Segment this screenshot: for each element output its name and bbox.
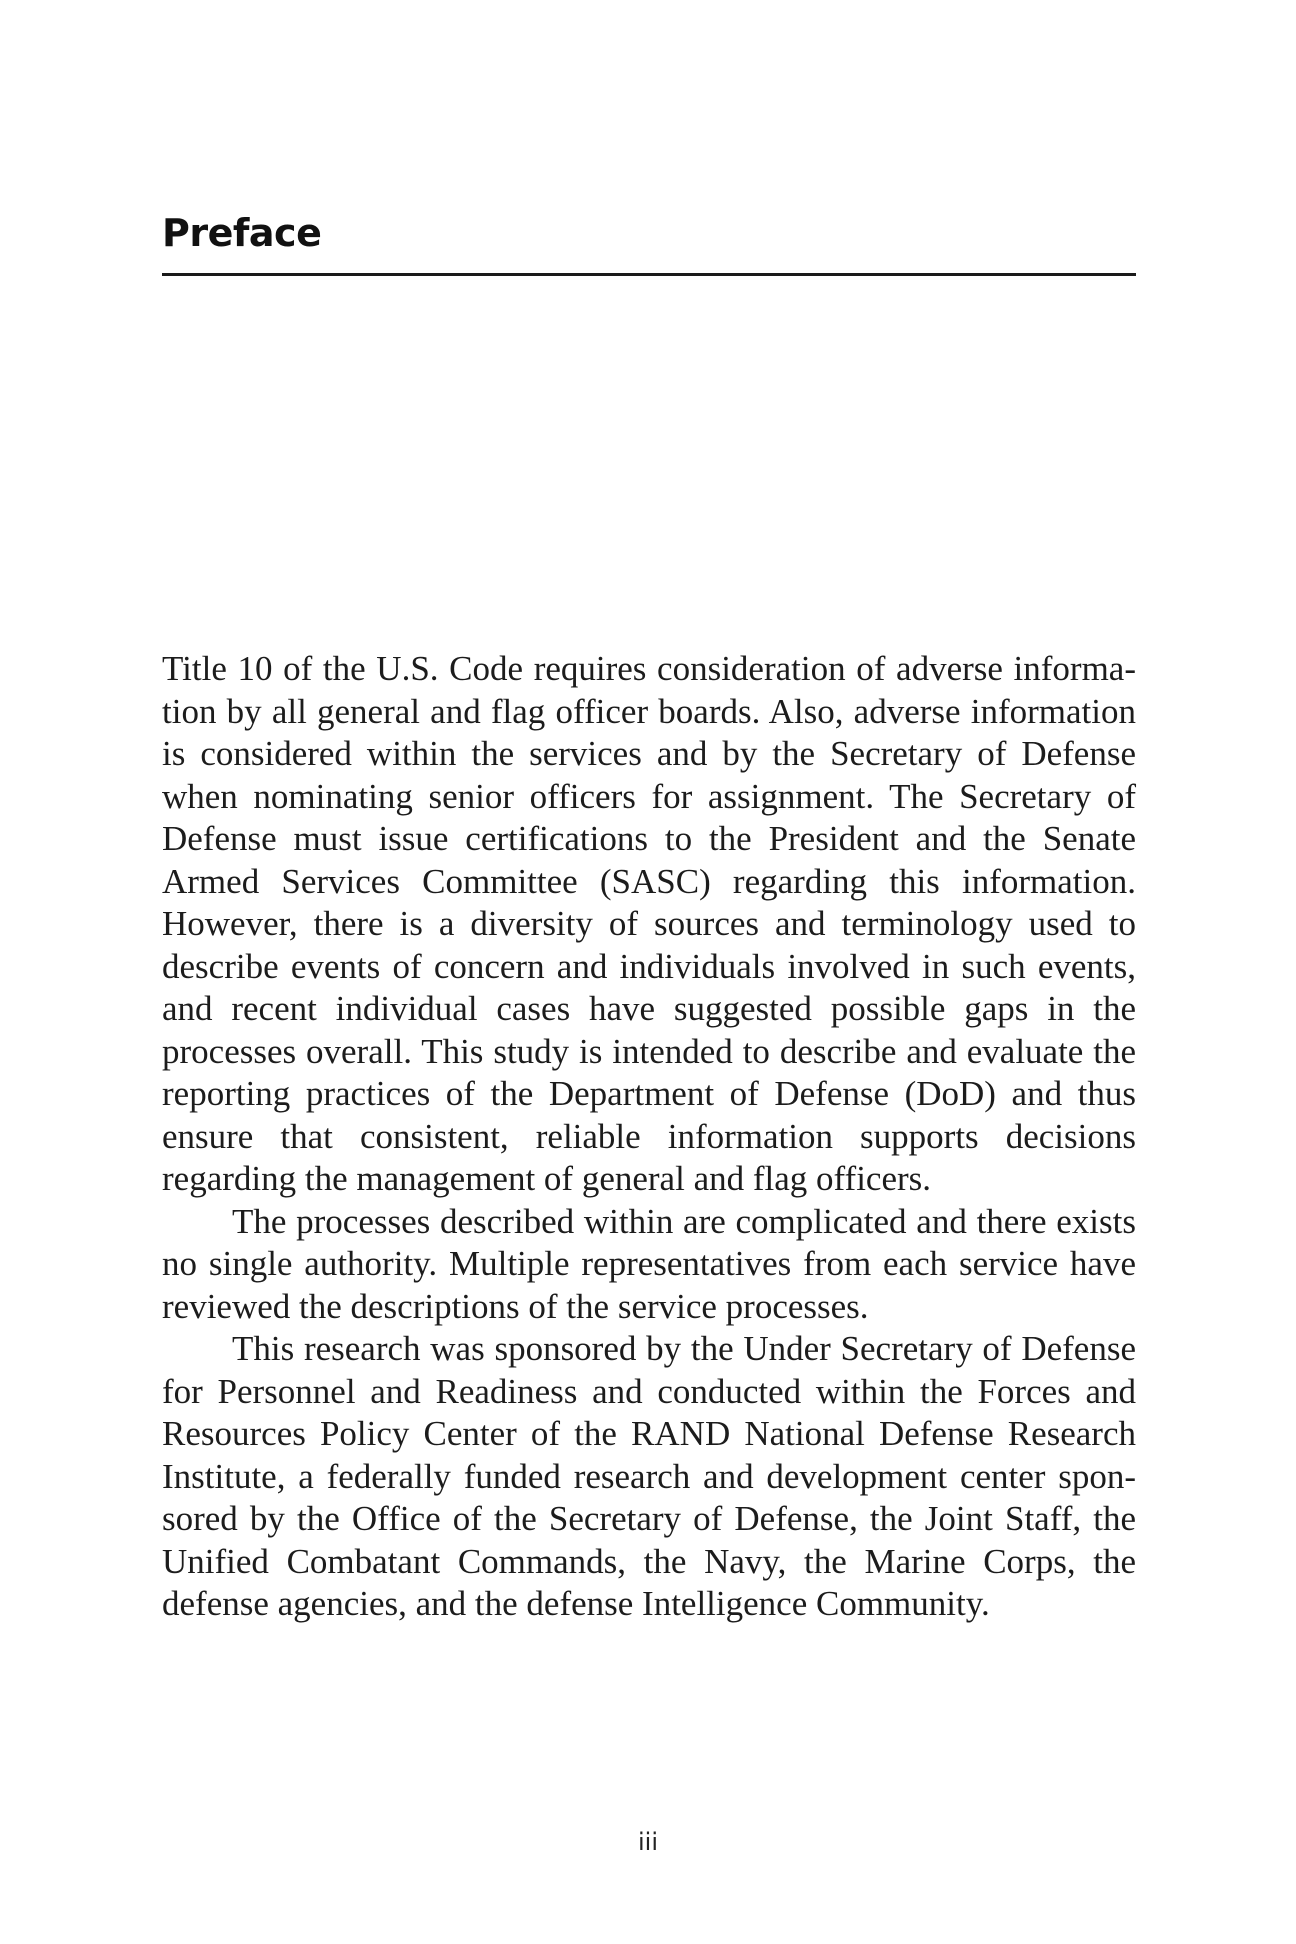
preface-body <box>162 648 1136 1626</box>
paragraph-1: Title 10 of the U.S. Code requires consideration of adverse information by all general and flag officer boards. Also, adverse information is considered within the services and by the Secretary of Defense when nominating senior officers for assignment. The Secretary of Defense must issue certifications to the President and the Senate Armed Services Committee (SASC) regarding this information. However, there is a diversity of sources and terminology used to describe events of concern and individuals involved in such events, and recent individual cases have suggested possible gaps in the processes overall. This study is intended to describe and evaluate the reporting practices of the Department of Defense (DoD) and thus ensure that consistent, reliable information supports decisions regarding the management of general and flag officers. <box>162 649 1136 1198</box>
paragraph-3: This research was sponsored by the Under Secretary of Defense for Personnel and Readiness and conducted within the Forces and Resources Policy Center of the RAND National Defense Research Institute, a federally funded research and development center sponsored by the Office of the Secretary of Defense, the Joint Staff, the Unified Combatant Commands, the Navy, the Marine Corps, the defense agencies, and the defense Intelligence Community. <box>162 1329 1136 1623</box>
paragraph-2: The processes described within are complicated and there exists no single authority. Multiple representatives from each service have reviewed the descriptions of the service processes. <box>162 1201 1136 1326</box>
title-rule <box>162 273 1136 276</box>
page-number: iii <box>637 1828 658 1856</box>
page-title: Preface <box>162 211 322 255</box>
